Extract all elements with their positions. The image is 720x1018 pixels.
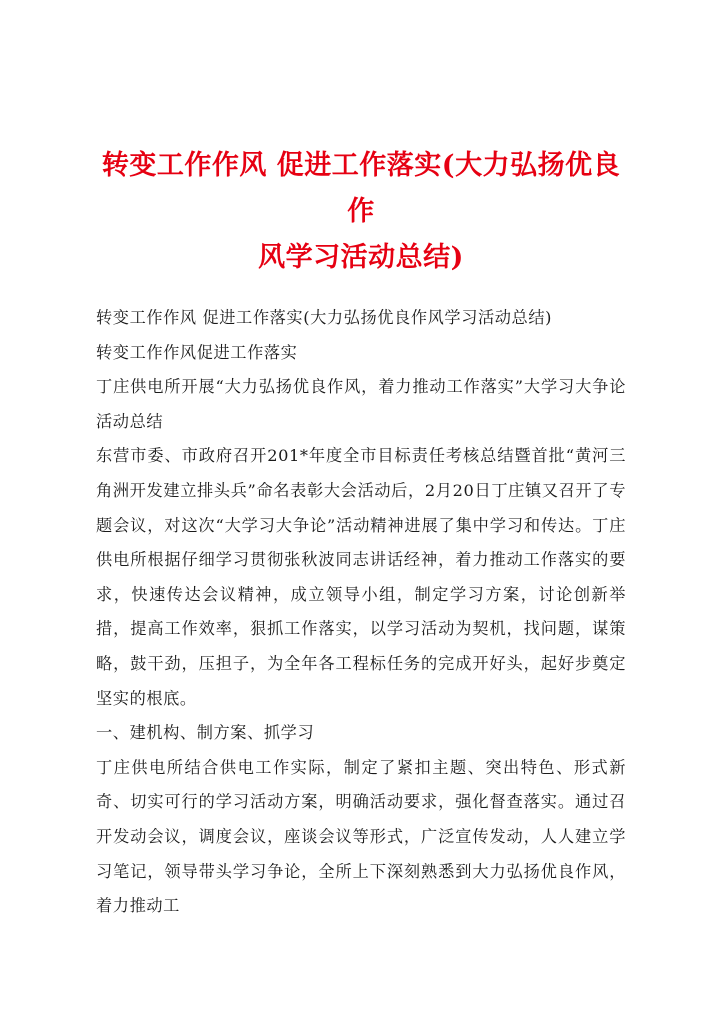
paragraph-section-1: 丁庄供电所结合供电工作实际，制定了紧扣主题、突出特色、形式新奇、切实可行的学习活动方案，明确活动要求，强化督查落实。通过召开发动会议，调度会议，座谈会议等形式，广泛宣传发动，人人建立学习笔记，领导带头学习争论，全所上下深刻熟悉到大力弘扬优良作风，着力推动工 (96, 757, 626, 916)
document-body (96, 301, 626, 924)
title-line-1: 转变工作作风 促进工作落实(大力弘扬优良作 (101, 150, 621, 227)
paragraph-intro: 东营市委、市政府召开201*年度全市目标责任考核总结暨首批“黄河三角洲开发建立排头兵”命名表彰大会活动后，2月20日丁庄镇又召开了专题会议，对这次“大学习大争论”活动精神进展了集中学习和传达。丁庄供电所根据仔细学习贯彻张秋波同志讲话经神，着力推动工作落实的要求，快速传达会议精神，成立领导小组，制定学习方案，讨论创新举措，提高工作效率，狠抓工作落实，以学习活动为契机，找问题，谋策略，鼓干劲，压担子，为全年各工程标任务的完成开好头，起好步奠定坚实的根底。 (96, 446, 626, 708)
title-line-2: 风学习活动总结) (258, 242, 464, 273)
paragraph-subtitle: 转变工作作风 促进工作落实(大力弘扬优良作风学习活动总结) (96, 308, 553, 327)
section-heading-1: 一、建机构、制方案、抓学习 (96, 723, 315, 743)
paragraph-activity-title: 丁庄供电所开展“大力弘扬优良作风，着力推动工作落实”大学习大争论活动总结 (96, 377, 626, 431)
document-title (96, 143, 626, 281)
paragraph-heading: 转变工作作风促进工作落实 (96, 342, 298, 362)
